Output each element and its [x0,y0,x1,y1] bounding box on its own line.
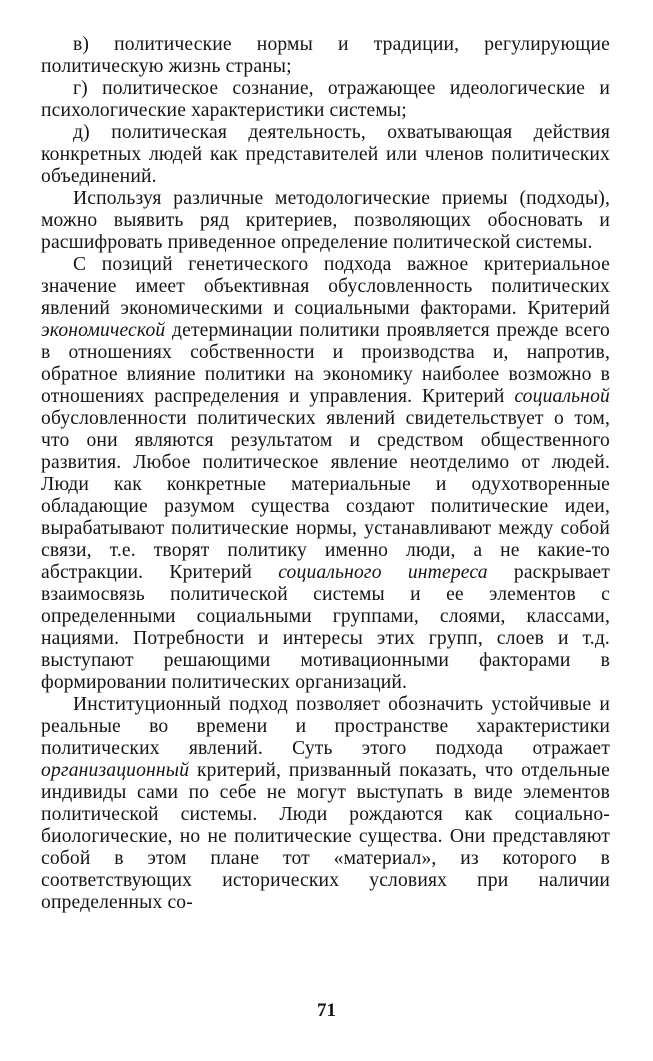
italic-term-social-interest: социального интереса [278,562,488,583]
text-run: обусловленности политических явлений свидетельствует о том, что они являются результатом и средством общественного развития. Любое политическое явление неотделимо от людей. Люди как конкретные материальные и одухотворенные обладающие разумом существа создают политические идеи, вырабатывают политические нормы, устанавливают между собой связи, т.е. творят политику именно люди, а не какие-то абстракции. Критерий [41,408,610,583]
italic-term-organizational: организационный [41,760,190,781]
page-number: 71 [317,1000,336,1021]
text-run: критерий, призванный показать, что отдельные индивиды сами по себе не могут выступать в виде элементов политической системы. Люди рождаются как социально-биологические, но не политические существа. Они представляют собой в этом плане тот «материал», из которого в соответствующих исторических условиях при наличии определенных со- [41,760,610,913]
paragraph-methods: Используя различные методологические приемы (подходы), можно выявить ряд критериев, позволяющих обосновать и расшифровать приведенное определение политической системы. [41,188,610,253]
text-run: детерминации политики проявляется прежде всего в отношениях собственности и производства и, напротив, обратное влияние политики на экономику наиболее возможно в отношениях распределения и управления. Критерий [41,320,610,407]
list-item-g: г) политическое сознание, отражающее идеологические и психологические характеристики системы; [41,78,610,121]
italic-term-economic: экономической [41,320,166,341]
paragraph-genetic-approach [41,254,610,694]
list-item-v: в) политические нормы и традиции, регулирующие политическую жизнь страны; [41,34,610,77]
list-item-d: д) политическая деятельность, охватывающая действия конкретных людей как представителей или членов политических объединений. [41,122,610,187]
text-run: Институционный подход позволяет обозначить устойчивые и реальные во времени и пространстве характеристики политических явлений. Суть этого подхода отражает [41,694,610,759]
paragraph-institutional-approach [41,694,610,914]
page-text [41,34,610,914]
text-run: С позиций генетического подхода важное критериальное значение имеет объективная обусловленность политических явлений экономическими и социальными факторами. Критерий [41,254,610,319]
italic-term-social: социальной [514,386,610,407]
text-run: раскрывает взаимосвязь политической системы и ее элементов с определенными социальными группами, слоями, классами, нациями. Потребности и интересы этих групп, слоев и т.д. выступают решающими мотивационными факторами в формировании политических организаций. [41,562,610,693]
